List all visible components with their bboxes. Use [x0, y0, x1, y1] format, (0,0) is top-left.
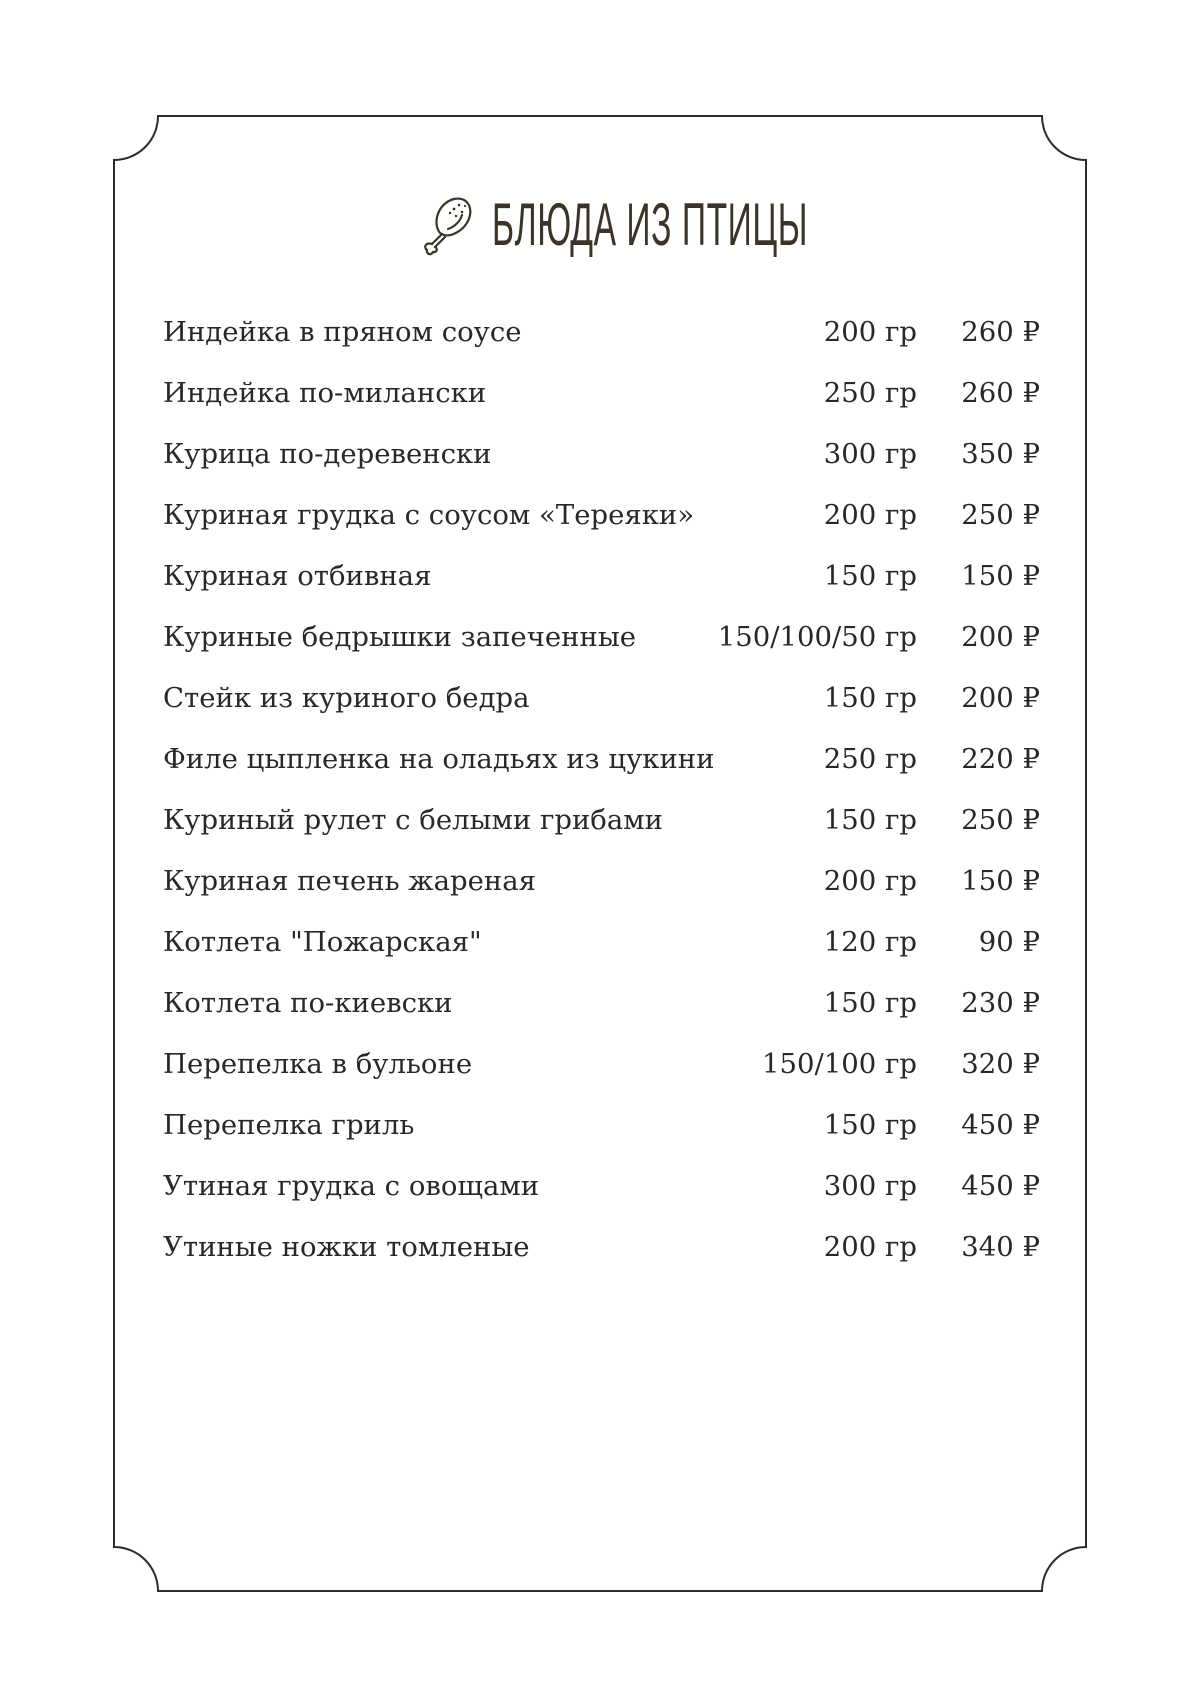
dish-price: 150 ₽ — [961, 560, 1040, 592]
dish-price: 90 ₽ — [978, 926, 1040, 958]
menu-item — [0, 678, 1200, 739]
dish-price: 320 ₽ — [961, 1048, 1040, 1080]
dish-name: Утиная грудка с овощами — [163, 1170, 540, 1202]
dish-name: Котлета по-киевски — [163, 987, 453, 1019]
menu-item — [0, 1166, 1200, 1227]
dish-weight: 150 гр — [823, 804, 917, 836]
dish-price: 220 ₽ — [961, 743, 1040, 775]
menu-item — [0, 495, 1200, 556]
dish-name: Перепелка гриль — [163, 1109, 415, 1141]
dish-weight: 150 гр — [823, 1109, 917, 1141]
dish-weight: 150/100/50 гр — [717, 621, 917, 653]
dish-weight: 200 гр — [823, 1231, 917, 1263]
dish-name: Куриный рулет с белыми грибами — [163, 804, 663, 836]
dish-price: 260 ₽ — [961, 316, 1040, 348]
dish-weight: 300 гр — [823, 1170, 917, 1202]
dish-name: Котлета "Пожарская" — [163, 926, 482, 958]
section-title: БЛЮДА ИЗ ПТИЦЫ — [492, 191, 809, 258]
menu-item — [0, 739, 1200, 800]
menu-item — [0, 1105, 1200, 1166]
dish-weight: 250 гр — [823, 377, 917, 409]
menu-item — [0, 617, 1200, 678]
dish-price: 250 ₽ — [961, 499, 1040, 531]
dish-price: 350 ₽ — [961, 438, 1040, 470]
dish-weight: 150 гр — [823, 682, 917, 714]
menu-item — [0, 373, 1200, 434]
dish-name: Куриная отбивная — [163, 560, 432, 592]
chicken-drumstick-icon — [418, 193, 476, 257]
dish-price: 230 ₽ — [961, 987, 1040, 1019]
dish-price: 450 ₽ — [961, 1170, 1040, 1202]
dish-weight: 150 гр — [823, 560, 917, 592]
dish-price: 340 ₽ — [961, 1231, 1040, 1263]
dish-name: Куриные бедрышки запеченные — [163, 621, 636, 653]
dish-weight: 150/100 гр — [762, 1048, 917, 1080]
menu-item — [0, 1044, 1200, 1105]
dish-name: Куриная грудка с соусом «Тереяки» — [163, 499, 695, 531]
dish-price: 200 ₽ — [961, 682, 1040, 714]
dish-price: 450 ₽ — [961, 1109, 1040, 1141]
menu-item — [0, 800, 1200, 861]
menu-item — [0, 861, 1200, 922]
dish-name: Утиные ножки томленые — [163, 1231, 530, 1263]
dish-name: Стейк из куриного бедра — [163, 682, 530, 714]
menu-list — [0, 312, 1200, 1288]
menu-item — [0, 922, 1200, 983]
menu-item — [0, 556, 1200, 617]
dish-weight: 150 гр — [823, 987, 917, 1019]
dish-weight: 120 гр — [823, 926, 917, 958]
menu-item — [0, 1227, 1200, 1288]
menu-item — [0, 983, 1200, 1044]
section-header — [0, 190, 1200, 260]
dish-weight: 200 гр — [823, 499, 917, 531]
dish-price: 200 ₽ — [961, 621, 1040, 653]
dish-weight: 300 гр — [823, 438, 917, 470]
dish-price: 250 ₽ — [961, 804, 1040, 836]
dish-weight: 200 гр — [823, 865, 917, 897]
dish-name: Перепелка в бульоне — [163, 1048, 473, 1080]
menu-item — [0, 312, 1200, 373]
dish-name: Куриная печень жареная — [163, 865, 536, 897]
dish-weight: 250 гр — [823, 743, 917, 775]
menu-item — [0, 434, 1200, 495]
dish-price: 260 ₽ — [961, 377, 1040, 409]
dish-price: 150 ₽ — [961, 865, 1040, 897]
dish-name: Курица по-деревенски — [163, 438, 492, 470]
dish-name: Индейка в пряном соусе — [163, 316, 522, 348]
dish-name: Индейка по-милански — [163, 377, 487, 409]
dish-weight: 200 гр — [823, 316, 917, 348]
dish-name: Филе цыпленка на оладьях из цукини — [163, 743, 715, 775]
